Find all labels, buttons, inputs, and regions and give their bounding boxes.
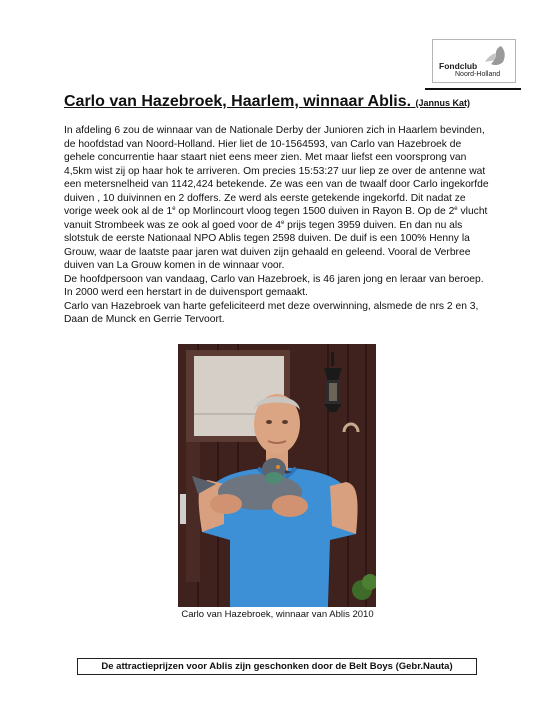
title-author: (Jannus Kat): [415, 98, 471, 108]
article-line: de hoofdstad van Noord-Holland. Hier liet de 10-1564593, van Carlo van Hazebroek de: [64, 138, 462, 150]
logo-divider: [425, 88, 521, 90]
article-line: In 2000 werd een herstart in de duivensport gemaakt.: [64, 287, 308, 298]
logo-subtitle: Noord-Holland: [455, 71, 501, 78]
article-line: Daan de Munck en Gerrie Tervoort.: [64, 314, 225, 325]
article-line: duiven van La Grouw komen in de winnaar voor.: [64, 260, 285, 271]
article-line: vanuit Strombeek was ze ook al goed voor de 4e prijs tegen 3959 duiven. En dan nu als: [64, 219, 463, 231]
winner-photo: [178, 344, 376, 607]
article-line: 4,5km wist zij op haar hok te arriveren. Om precies 15:53:27 uur liep ze over de antenne wat: [64, 165, 486, 177]
article-line: vorige week ook al de 1e op Morlincourt vloog tegen 1500 duiven in Rayon B. Op de 2e vlucht: [64, 206, 488, 217]
article-line: een metersnelheid van 1142,424 betekende. Ze was een van de twaalf door Carlo ingekorfde: [64, 179, 489, 190]
article-line: slotstuk de eerste Nationaal NPO Ablis tegen 2598 duiven. De duif is een 100% Henny la: [64, 233, 470, 244]
photo-caption: Carlo van Hazebroek, winnaar van Ablis 2010: [181, 609, 374, 620]
fondclub-logo: [432, 39, 516, 83]
article-line: gehele concurrentie haar staart niet eens meer zien. Met maar liefst een voorsprong van: [64, 152, 467, 163]
page-title: [64, 93, 470, 111]
article-line: duiven , 10 duivinnen en 2 doffers. Ze werd als eerste getekende ingekorfd. Dit nadat ze: [64, 192, 466, 204]
title-main: Carlo van Hazebroek, Haarlem, winnaar Ablis.: [64, 93, 412, 110]
article-line: De hoofdpersoon van vandaag, Carlo van Hazebroek, is 46 jaren jong en leraar van beroep.: [64, 273, 484, 285]
article-line: Grouw, waar de laatste paar jaren wat duiven zijn gehaald en geleend. Vooral de Verbree: [64, 246, 471, 258]
pigeon-logo-icon: [481, 44, 509, 68]
article-line: In afdeling 6 zou de winnaar van de Nationale Derby der Junioren zich in Haarlem bevinden,: [64, 125, 485, 136]
article-body: [64, 124, 496, 327]
footer-note: De attractieprijzen voor Ablis zijn geschonken door de Belt Boys (Gebr.Nauta): [77, 658, 477, 675]
article-line: Carlo van Hazebroek van harte gefeliciteerd met deze overwinning, alsmede de nrs 2 en 3,: [64, 300, 479, 312]
logo-name: Fondclub: [439, 61, 478, 71]
